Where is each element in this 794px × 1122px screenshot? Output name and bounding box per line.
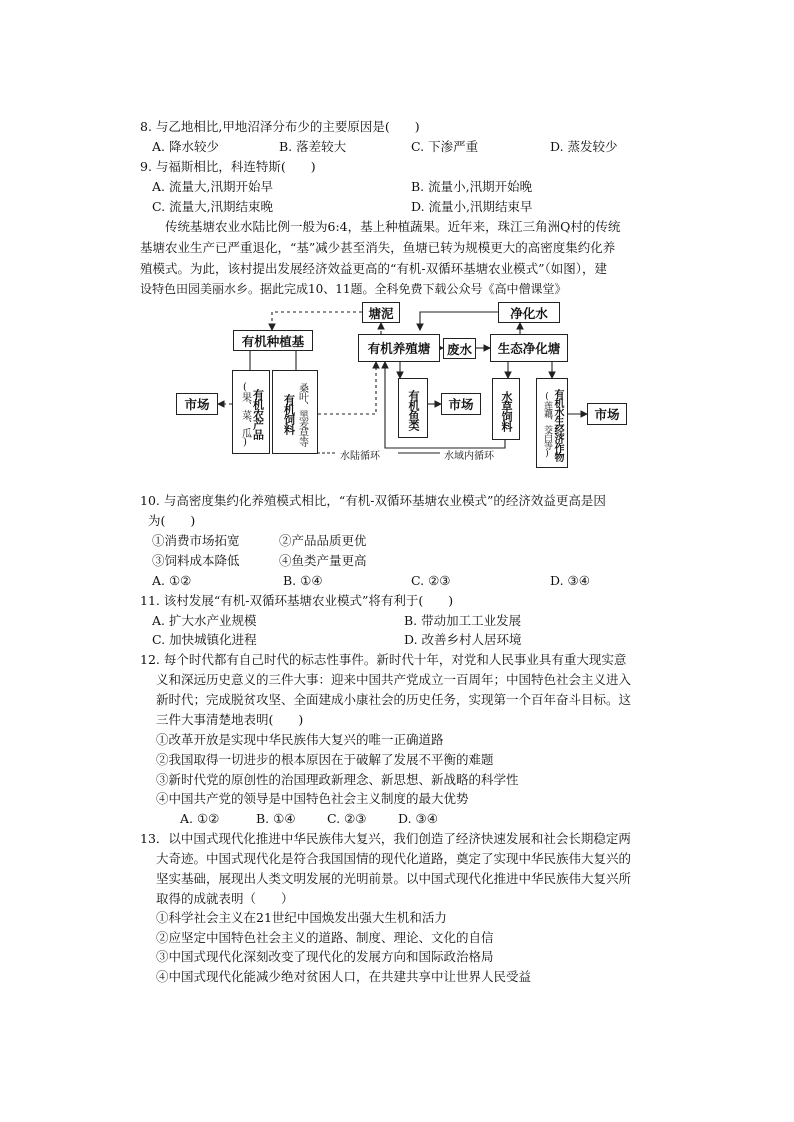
passage-line-2: 基塘农业生产已严重退化，“基”减少甚至消失，鱼塘已转为规模更大的高密度集约化养 <box>140 240 616 255</box>
q12-option-a: A. ①② <box>180 811 220 826</box>
q8-option-b: B. 落差较大 <box>279 139 347 154</box>
q12-statement-2: ②我国取得一切进步的根本原因在于破解了发展不平衡的难题 <box>156 752 494 767</box>
q13-statement-3: ③中国式现代化深刻改变了现代化的发展方向和国际政治格局 <box>156 949 494 964</box>
purified-water-label: 净化水 <box>510 305 548 321</box>
aquatic-grass-feed-box <box>492 378 520 440</box>
legend-water-label: 水域内循环 <box>444 451 494 462</box>
organic-produce-label: 有机农产品 <box>251 389 265 439</box>
q8-option-d: D. 蒸发较少 <box>550 139 618 154</box>
q10-statement-4: ④鱼类产量更高 <box>279 553 367 568</box>
market-mid-box <box>441 393 481 415</box>
q12-statement-3: ③新时代党的原创性的治国理政新理念、新思想、新战略的科学性 <box>156 772 519 787</box>
q9-option-a: A. 流量大,汛期开始早 <box>152 179 273 194</box>
q12-option-c: C. ②③ <box>327 811 367 826</box>
organic-produce-box <box>232 370 270 454</box>
q13-line-4: 取得的成就表明（ ） <box>156 891 294 906</box>
organic-planting-base-box <box>233 330 313 351</box>
aquatic-crops-label: 有机水生经济作物 <box>552 389 563 461</box>
q10-option-a: A. ①② <box>152 573 192 588</box>
market-left-label: 市场 <box>184 397 210 412</box>
organic-fish-label: 有机鱼类 <box>407 390 420 430</box>
q9-option-c: C. 流量大,汛期结束晚 <box>152 199 274 214</box>
organic-breeding-pond-box <box>358 334 440 362</box>
q13-statement-1: ①科学社会主义在21世纪中国焕发出强大生机和活力 <box>156 910 447 925</box>
organic-feed-note: 桑叶、黑麦草等 <box>296 382 308 446</box>
purified-water-box <box>498 302 560 323</box>
q9-stem: 9. 与福斯相比，科连特斯( ) <box>140 159 316 174</box>
q9-option-b: B. 流量小,汛期开始晚 <box>411 179 533 194</box>
organic-feed-box <box>272 370 318 454</box>
q12-statement-4: ④中国共产党的领导是中国特色社会主义制度的最大优势 <box>156 791 469 806</box>
aquatic-crops-box <box>536 378 568 468</box>
q11-option-d: D. 改善乡村人居环境 <box>404 632 522 647</box>
q12-option-b: B. ①④ <box>256 811 296 826</box>
market-right-box <box>587 403 627 425</box>
q12-line-2: 义和深远历史意义的三件大事：迎来中国共产党成立一百周年；中国特色社会主义进入 <box>156 672 632 687</box>
q8-option-c: C. 下渗严重 <box>411 139 479 154</box>
q11-option-c: C. 加快城镇化进程 <box>152 632 257 647</box>
q9-option-d: D. 流量小,汛期结束早 <box>411 199 533 214</box>
pond-mud-label: 塘泥 <box>368 305 394 321</box>
q8-stem: 8. 与乙地相比,甲地沼泽分布少的主要原因是( ) <box>140 119 420 134</box>
organic-breeding-pond-label: 有机养殖塘 <box>367 341 431 356</box>
market-mid-label: 市场 <box>448 397 474 412</box>
organic-planting-base-label: 有机种植基 <box>241 333 305 349</box>
q10-statement-2: ②产品品质更优 <box>279 533 367 548</box>
q11-option-b: B. 带动加工工业发展 <box>404 613 522 628</box>
q13-line-1: 13．以中国式现代化推进中华民族伟大复兴，我们创造了经济快速发展和社会长期稳定两 <box>140 831 631 846</box>
q8-option-a: A. 降水较少 <box>152 139 219 154</box>
q12-statement-1: ①改革开放是实现中华民族伟大复兴的唯一正确道路 <box>156 732 444 747</box>
q10-stem-line-2: 为( ) <box>148 513 196 528</box>
market-right-label: 市场 <box>594 407 620 422</box>
q11-stem: 11. 该村发展“有机-双循环基塘农业模式”将有利于( ) <box>140 593 454 608</box>
aquatic-grass-feed-label: 水草饲料 <box>500 391 513 431</box>
legend-land-label: 水陆循环 <box>340 451 380 462</box>
passage-line-4: 设特色田园美丽水乡。据此完成10、11题。全科免费下载公众号《高中僧课堂》 <box>140 282 567 296</box>
organic-feed-label: 有机饲料 <box>282 394 296 434</box>
eco-purification-pond-label: 生态净化塘 <box>497 341 561 356</box>
eco-purification-pond-box <box>490 334 568 362</box>
q12-line-1: 12. 每个时代都有自己时代的标志性事件。新时代十年，对党和人民事业具有重大现实意 <box>140 652 627 667</box>
diagram-arrows <box>0 0 794 470</box>
organic-fish-box <box>398 378 428 438</box>
q10-stem-line-1: 10. 与高密度集约化养殖模式相比，“有机-双循环基塘农业模式”的经济效益更高是因 <box>140 493 606 508</box>
market-left-box <box>176 393 218 415</box>
q12-line-4: 三件大事清楚地表明( ) <box>156 712 304 727</box>
waste-water-label: 废水 <box>446 341 472 357</box>
q10-option-c: C. ②③ <box>411 573 451 588</box>
q11-option-a: A. 扩大水产业规模 <box>152 613 257 628</box>
q10-statement-3: ③饲料成本降低 <box>152 553 240 568</box>
aquatic-crops-note: (莲藕、茭白等) <box>542 392 552 458</box>
organic-produce-note: (果、菜、瓜) <box>239 381 251 447</box>
waste-water-box <box>443 338 476 359</box>
pond-mud-box <box>362 302 400 323</box>
q12-line-3: 新时代；完成脱贫攻坚、全面建成小康社会的历史任务，实现第一个百年奋斗目标。这 <box>156 692 632 707</box>
passage-line-3: 殖模式。为此，该村提出发展经济效益更高的“有机-双循环基塘农业模式”（如图），建 <box>140 261 608 276</box>
q10-option-b: B. ①④ <box>283 573 323 588</box>
q13-line-2: 大奇迹。中国式现代化是符合我国国情的现代化道路，奠定了实现中华民族伟大复兴的 <box>156 851 632 866</box>
q12-option-d: D. ③④ <box>398 811 438 826</box>
q13-statement-4: ④中国式现代化能减少绝对贫困人口，在共建共享中让世界人民受益 <box>156 969 532 984</box>
q13-statement-2: ②应坚定中国特色社会主义的道路、制度、理论、文化的自信 <box>156 930 494 945</box>
passage-line-1: 传统基塘农业水陆比例一般为6:4，基上种植蔬果。近年来，珠江三角洲Q村的传统 <box>165 219 621 234</box>
q10-option-d: D. ③④ <box>550 573 590 588</box>
q10-statement-1: ①消费市场拓宽 <box>152 533 240 548</box>
q13-line-3: 坚实基础，展现出人类文明发展的光明前景。以中国式现代化推进中华民族伟大复兴所 <box>156 871 632 886</box>
